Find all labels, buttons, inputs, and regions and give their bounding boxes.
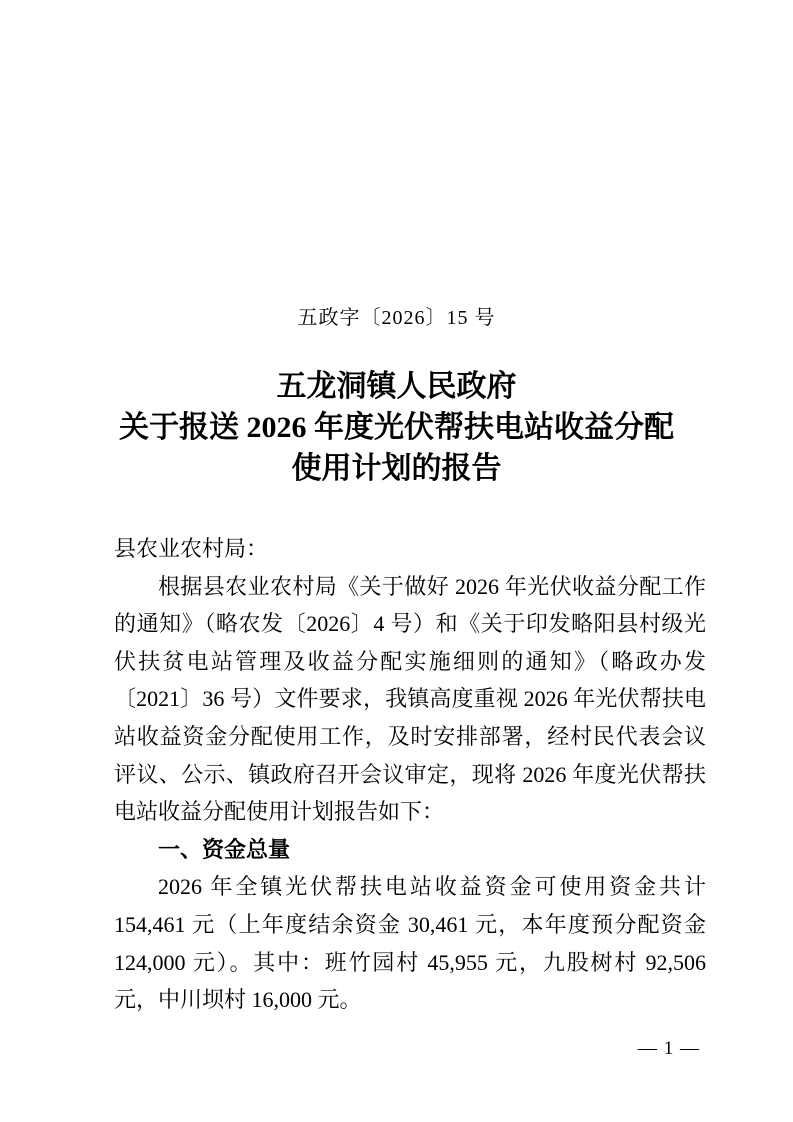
paragraph-intro: 根据县农业农村局《关于做好 2026 年光伏收益分配工作的通知》（略农发〔2026〕4 号）和《关于印发略阳县村级光伏扶贫电站管理及收益分配实施细则的通知》（略政办发〔2021〕36 号）文件要求，我镇高度重视 2026 年光伏帮扶电站收益资金分配使用工作，及时安排部署，经村民代表会议评议、公示、镇政府召开会议审定，现将 2026 年度光伏帮扶电站收益分配使用计划报告如下：	[114, 573, 706, 825]
salutation: 县农业农村局：	[114, 536, 269, 561]
title-line-2: 关于报送 2026 年度光伏帮扶电站收益分配	[119, 411, 674, 444]
section-heading-1: 一、资金总量	[158, 836, 291, 862]
title-line-3: 使用计划的报告	[291, 452, 502, 485]
document-body	[114, 530, 706, 1019]
page-number: — 1 —	[638, 1038, 700, 1059]
document-title	[0, 366, 793, 489]
paragraph-funds-total: 2026 年全镇光伏帮扶电站收益资金可使用资金共计 154,461 元（上年度结余资金 30,461 元，本年度预分配资金 124,000 元）。其中：班竹园村 45,955 元，九股树村 92,506 元，中川坝村 16,000 元。	[114, 874, 706, 1013]
title-line-1: 五龙洞镇人民政府	[276, 370, 517, 403]
doc-number: 五政字〔2026〕15 号	[297, 307, 496, 329]
